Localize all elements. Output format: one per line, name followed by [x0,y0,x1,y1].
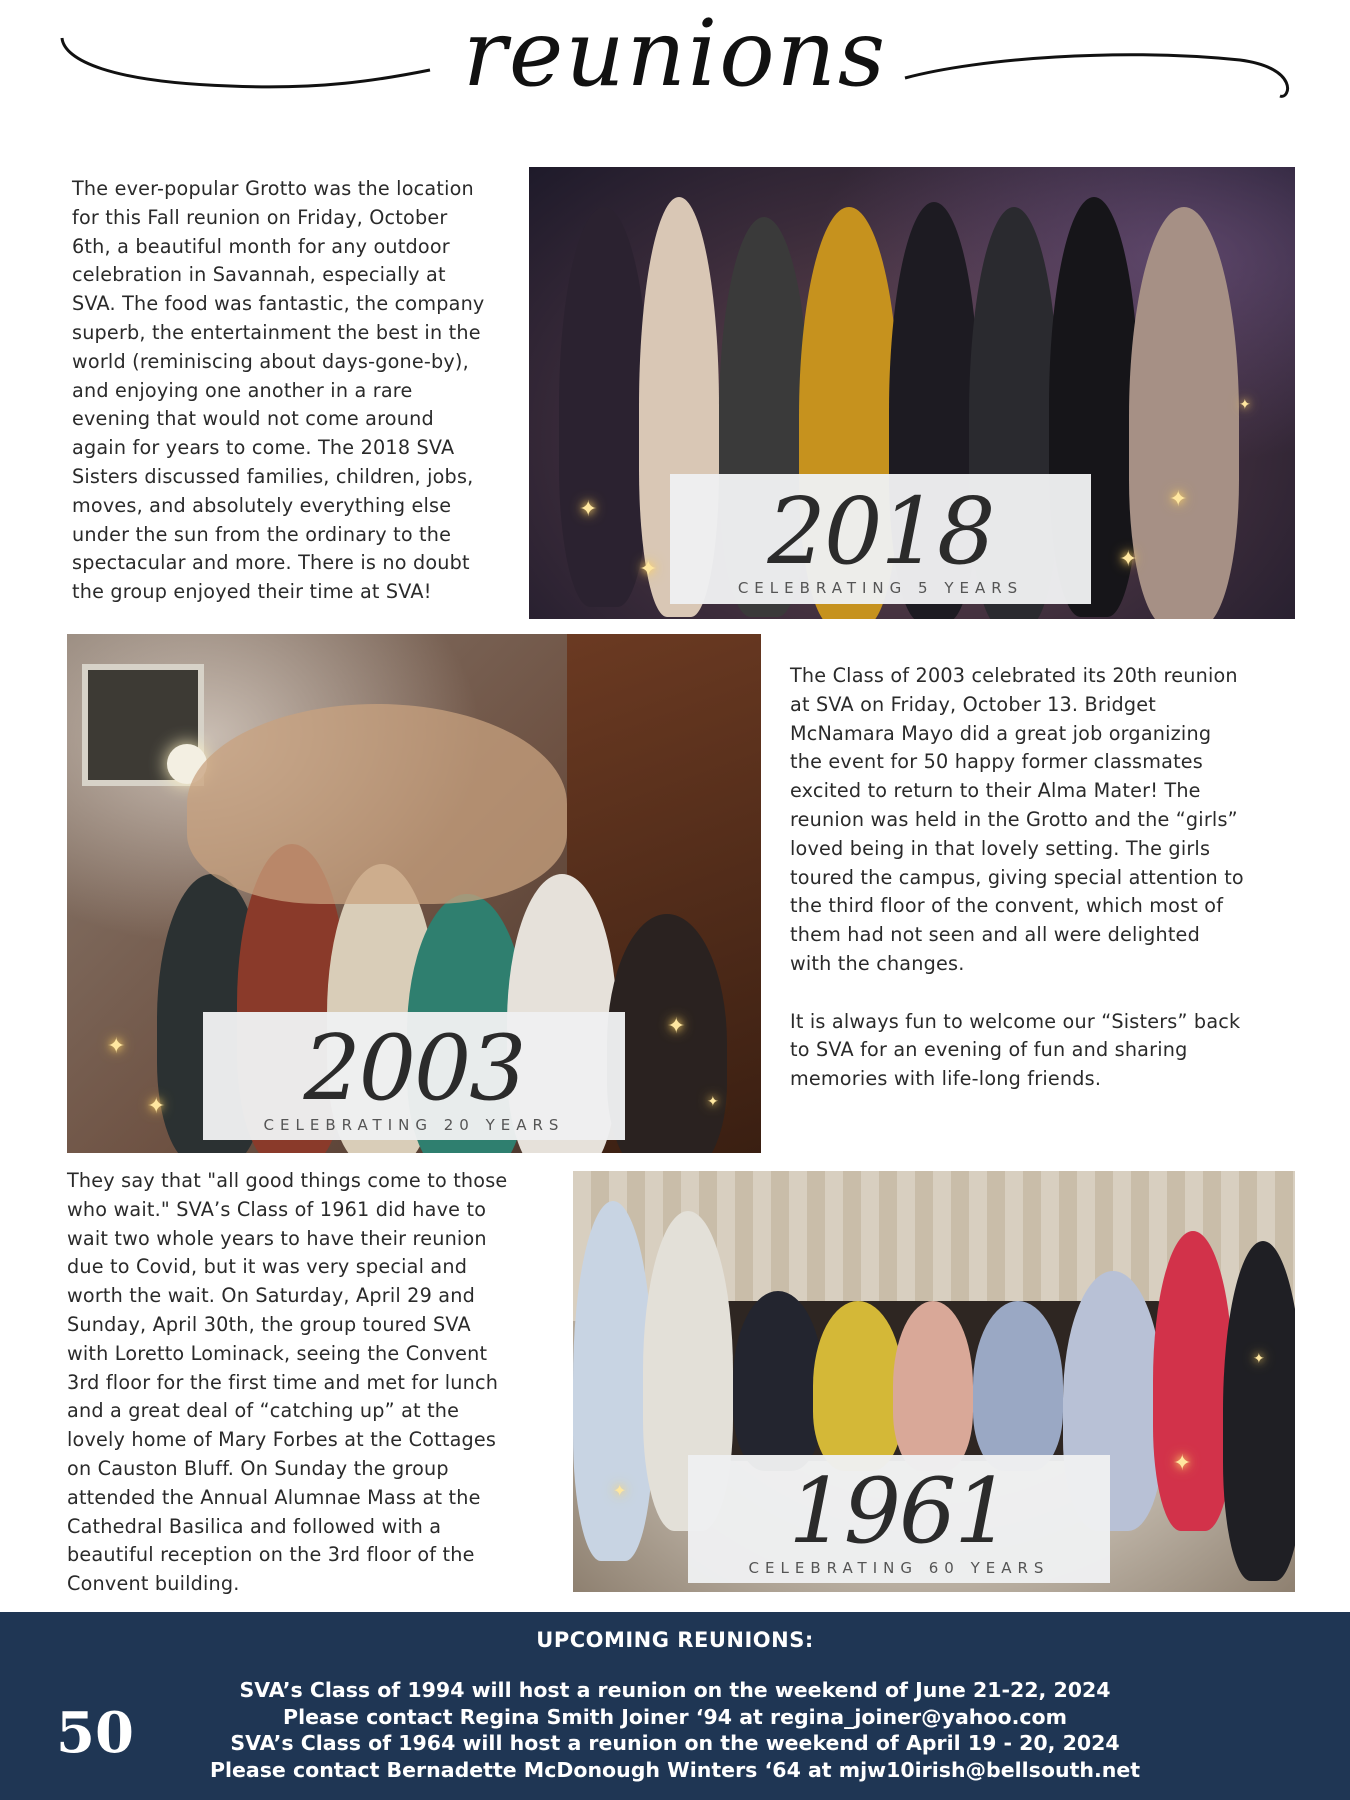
upcoming-reunion-line: Please contact Regina Smith Joiner ‘94 at regina_joiner@yahoo.com [283,1704,1067,1729]
upcoming-reunions-banner [0,1612,1350,1800]
year-card-2003 [203,1012,625,1140]
upcoming-reunions-list [0,1677,1350,1783]
year-label: 2018 [767,478,994,585]
page-header [0,0,1350,150]
reunion-2018-text: The ever-popular Grotto was the location for this Fall reunion on Friday, October 6th, a beautiful month for any outdoor celebration in Savannah, especially at SVA. The food was fantastic, the company superb, the entertainment the best in the world (reminiscing about days-gone-by), and enjoying one another in a rare evening that would not come around again for years to come. The 2018 SVA Sisters discussed families, children, jobs, moves, and absolutely everything else under the sun from the ordinary to the spectacular and more. There is no doubt the group enjoyed their time at SVA! [72,177,485,604]
year-card-1961 [688,1455,1110,1583]
year-label: 2003 [303,1016,525,1121]
upcoming-reunion-line: SVA’s Class of 1994 will host a reunion on the weekend of June 21-22, 2024 [239,1678,1111,1702]
year-label: 1961 [788,1459,1010,1564]
reunion-2018-photo: ✦ ✦ ✦ ✦ ✦ 2018 CELEBRATING 5 YEARS [529,167,1295,619]
year-subtitle: CELEBRATING 60 YEARS [748,1559,1050,1577]
upcoming-reunion-line: SVA’s Class of 1964 will host a reunion on the weekend of April 19 - 20, 2024 [230,1731,1120,1755]
reunion-1961-text: They say that "all good things come to those who wait." SVA’s Class of 1961 did have to wait two whole years to have their reunion due to Covid, but it was very special and worth the wait. On Saturday, April 29 and Sunday, April 30th, the group toured SVA with Loretto Lominack, seeing the Convent 3rd floor for the first time and met for lunch and a great deal of “catching up” at the lovely home of Mary Forbes at the Cottages on Causton Bluff. On Sunday the group attended the Annual Alumnae Mass at the Cathedral Basilica and followed with a beautiful reception on the 3rd floor of the Convent building. [67,1169,508,1596]
upcoming-reunions-title: UPCOMING REUNIONS: [536,1628,814,1652]
reunion-2003-text: The Class of 2003 celebrated its 20th reunion at SVA on Friday, October 13. Bridget McNamara Mayo did a great job organizing the event for 50 happy former classmates excited to return to their Alma Mater! The reunion was held in the Grotto and the “girls” loved being in that lovely setting. The girls toured the campus, giving special attention to the third floor of the convent, which most of them had not seen and all were delighted with the changes. It is always fun to welcome our “Sisters” back to SVA for an evening of fun and sharing memories with life-long friends. [790,664,1244,1091]
year-subtitle: CELEBRATING 20 YEARS [263,1116,565,1134]
reunion-1961-photo: ✦ ✦ ✦ 1961 CELEBRATING 60 YEARS [573,1171,1295,1592]
year-subtitle: CELEBRATING 5 YEARS [737,579,1024,597]
section-title: reunions [462,0,888,107]
page-number: 50 [56,1700,134,1766]
upcoming-reunion-line: Please contact Bernadette McDonough Winters ‘64 at mjw10irish@bellsouth.net [209,1757,1141,1782]
year-card-2018 [670,474,1091,604]
reunion-2003-photo: ✦ ✦ ✦ ✦ 2003 CELEBRATING 20 YEARS [67,634,761,1153]
